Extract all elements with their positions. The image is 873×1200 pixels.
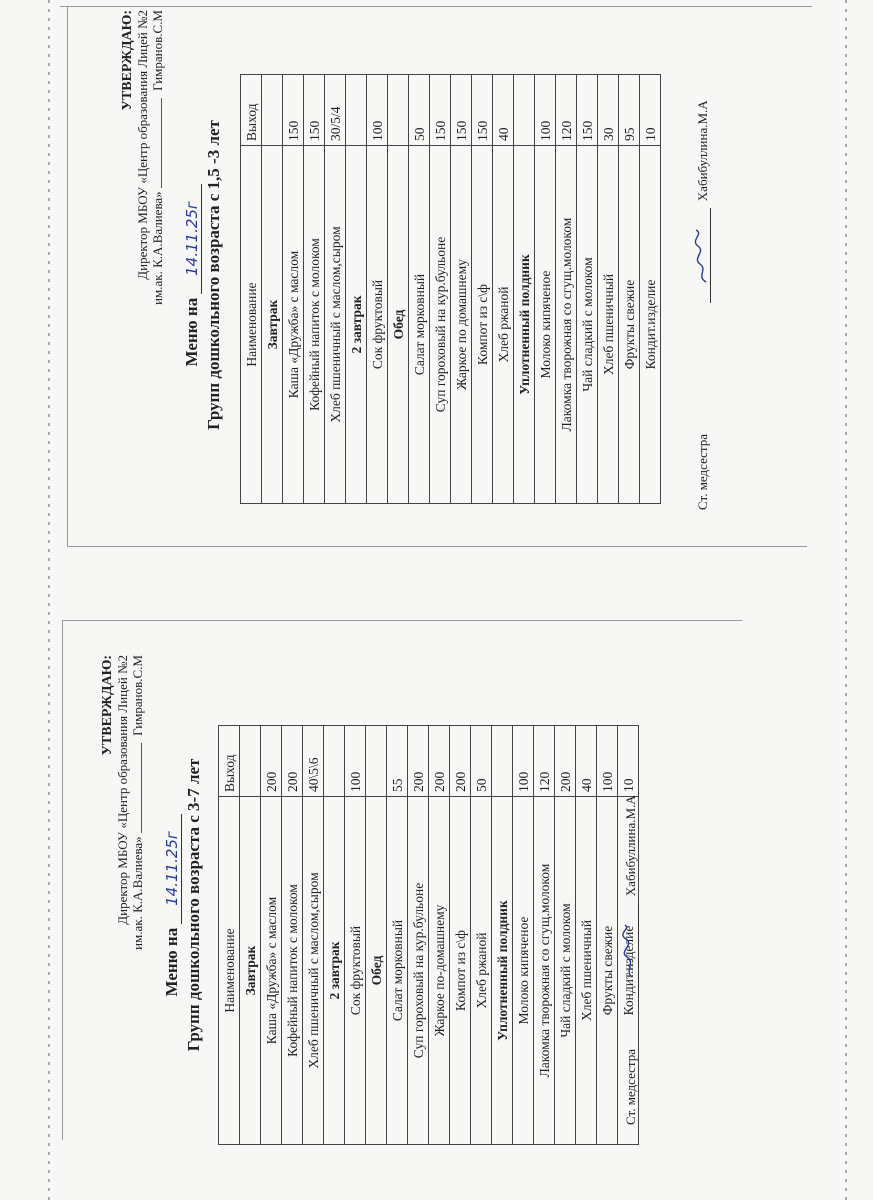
table-row bbox=[535, 75, 556, 504]
sheet-top-frame-left bbox=[67, 6, 68, 546]
dish-yield bbox=[240, 726, 261, 797]
dish-name: Суп гороховый на кур.бульоне bbox=[408, 797, 429, 1145]
table-row bbox=[282, 726, 303, 1145]
dish-name: Завтрак bbox=[262, 146, 283, 504]
dish-name: Обед bbox=[366, 797, 387, 1145]
table-row bbox=[450, 726, 471, 1145]
group-title: Групп дошкольного возраста с 3-7 лет bbox=[184, 758, 203, 1052]
dish-name: Фрукты свежие bbox=[597, 797, 618, 1145]
dish-yield: 100 bbox=[535, 75, 556, 146]
dish-yield: 200 bbox=[408, 726, 429, 797]
approval-line-1: Директор МБОУ «Центр образования Лицей №2 bbox=[135, 10, 150, 280]
table-row bbox=[556, 75, 577, 504]
dish-yield: 150 bbox=[304, 75, 325, 146]
dish-name: Кондит.изделие bbox=[640, 146, 661, 504]
header-name: Наименование bbox=[219, 797, 240, 1145]
signature-block bbox=[622, 625, 639, 1125]
dish-yield bbox=[388, 75, 409, 146]
sheet-bottom-frame-top bbox=[62, 620, 742, 621]
table-row bbox=[513, 726, 534, 1145]
table-section-row bbox=[366, 726, 387, 1145]
dish-name: Сок фруктовый bbox=[367, 146, 388, 504]
dish-name: Жаркое по домашнему bbox=[451, 146, 472, 504]
dish-name: Молоко кипяченое bbox=[535, 146, 556, 504]
approval-block bbox=[120, 10, 165, 305]
dish-yield: 100 bbox=[367, 75, 388, 146]
table-section-row bbox=[346, 75, 367, 504]
dish-yield: 150 bbox=[472, 75, 493, 146]
dish-name: Суп гороховый на кур.бульоне bbox=[430, 146, 451, 504]
dish-yield: 200 bbox=[282, 726, 303, 797]
table-row bbox=[598, 75, 619, 504]
dish-name: Хлеб пшеничный bbox=[598, 146, 619, 504]
dish-name: 2 завтрак bbox=[324, 797, 345, 1145]
dish-name: Лакомка творожная со сгущ.молоком bbox=[556, 146, 577, 504]
dish-yield: 50 bbox=[409, 75, 430, 146]
menu-sheet-toddler bbox=[120, 10, 760, 540]
dish-yield bbox=[366, 726, 387, 797]
table-row bbox=[261, 726, 282, 1145]
dish-name: Каша «Дружба» с маслом bbox=[283, 146, 304, 504]
menu-label: Меню на bbox=[162, 927, 181, 997]
dish-yield: 40 bbox=[493, 75, 514, 146]
table-row bbox=[345, 726, 366, 1145]
dish-yield: 100 bbox=[513, 726, 534, 797]
dish-name: Хлеб пшеничный с маслом,сыром bbox=[303, 797, 324, 1145]
table-header-row bbox=[241, 75, 262, 504]
dish-yield: 200 bbox=[555, 726, 576, 797]
scan-edge-right bbox=[845, 0, 847, 1200]
scan-edge-left bbox=[48, 0, 50, 1200]
table-row bbox=[597, 726, 618, 1145]
dish-name: Хлеб ржаной bbox=[493, 146, 514, 504]
dish-name: Фрукты свежие bbox=[619, 146, 640, 504]
approval-head: УТВЕРЖДАЮ: bbox=[120, 10, 135, 111]
dish-name: Салат морковный bbox=[409, 146, 430, 504]
dish-name: Уплотненный полдник bbox=[514, 146, 535, 504]
table-section-row bbox=[240, 726, 261, 1145]
signature-name: Хабибуллина.М.А bbox=[623, 795, 638, 897]
table-row bbox=[534, 726, 555, 1145]
table-row bbox=[619, 75, 640, 504]
table-row bbox=[367, 75, 388, 504]
dish-yield: 120 bbox=[556, 75, 577, 146]
dish-name: Чай сладкий с молоком bbox=[577, 146, 598, 504]
dish-name: 2 завтрак bbox=[346, 146, 367, 504]
menu-table bbox=[218, 725, 639, 1145]
table-row bbox=[304, 75, 325, 504]
menu-title bbox=[162, 655, 182, 1155]
dish-yield: 150 bbox=[430, 75, 451, 146]
menu-title bbox=[182, 10, 202, 540]
approval-line-2 bbox=[150, 10, 165, 305]
table-row bbox=[408, 726, 429, 1145]
dish-yield: 150 bbox=[451, 75, 472, 146]
signature-name: Хабибуллина.М.А bbox=[695, 100, 710, 202]
dish-name: Уплотненный полдник bbox=[492, 797, 513, 1145]
header-yield: Выход bbox=[241, 75, 262, 146]
signature-mark bbox=[694, 208, 711, 303]
dish-name: Хлеб пшеничный с маслом,сыром bbox=[325, 146, 346, 504]
table-row bbox=[640, 75, 661, 504]
table-header-row bbox=[219, 726, 240, 1145]
dish-yield bbox=[346, 75, 367, 146]
table-section-row bbox=[324, 726, 345, 1145]
table-row bbox=[493, 75, 514, 504]
header-name: Наименование bbox=[241, 146, 262, 504]
dish-name: Обед bbox=[388, 146, 409, 504]
table-section-row bbox=[262, 75, 283, 504]
dish-yield: 40 bbox=[576, 726, 597, 797]
dish-yield: 200 bbox=[450, 726, 471, 797]
dish-yield: 150 bbox=[283, 75, 304, 146]
approval-block bbox=[100, 655, 145, 950]
signature-block bbox=[694, 0, 711, 510]
dish-yield bbox=[492, 726, 513, 797]
dish-yield: 30 bbox=[598, 75, 619, 146]
signature-role: Ст. медсестра bbox=[623, 1048, 638, 1125]
dish-yield: 95 bbox=[619, 75, 640, 146]
menu-table bbox=[240, 74, 661, 504]
title-block bbox=[162, 655, 204, 1155]
dish-yield: 50 bbox=[471, 726, 492, 797]
table-row bbox=[555, 726, 576, 1145]
dish-name: Лакомка творожная со сгущ.молоком bbox=[534, 797, 555, 1145]
table-row bbox=[325, 75, 346, 504]
dish-yield: 100 bbox=[597, 726, 618, 797]
table-row bbox=[283, 75, 304, 504]
dish-name: Жаркое по-домашнему bbox=[429, 797, 450, 1145]
menu-date-handwritten: 14.11.25г bbox=[163, 814, 182, 924]
table-row bbox=[472, 75, 493, 504]
table-row bbox=[471, 726, 492, 1145]
approval-director-name: Гимранов.С.М bbox=[130, 655, 145, 736]
dish-name: Завтрак bbox=[240, 797, 261, 1145]
dish-yield: 150 bbox=[577, 75, 598, 146]
dish-yield: 120 bbox=[534, 726, 555, 797]
dish-name: Чай сладкий с молоком bbox=[555, 797, 576, 1145]
approval-line-1: Директор МБОУ «Центр образования Лицей №2 bbox=[115, 655, 130, 925]
dish-name: Хлеб пшеничный bbox=[576, 797, 597, 1145]
sheet-bottom-frame-left bbox=[62, 620, 63, 1140]
menu-sheet-preschool bbox=[100, 655, 680, 1155]
signature-role: Ст. медсестра bbox=[695, 433, 710, 510]
dish-name: Компот из с\ф bbox=[472, 146, 493, 504]
approval-head: УТВЕРЖДАЮ: bbox=[100, 655, 115, 756]
table-row bbox=[577, 75, 598, 504]
dish-yield: 200 bbox=[429, 726, 450, 797]
dish-name: Кондит.изделие bbox=[618, 797, 639, 1145]
dish-name: Каша «Дружба» с маслом bbox=[261, 797, 282, 1145]
approval-org-suffix: им.ак. К.А.Валиева» bbox=[130, 836, 145, 950]
menu-date-handwritten: 14.11.25г bbox=[183, 184, 202, 294]
table-row bbox=[303, 726, 324, 1145]
approval-org-suffix: им.ак. К.А.Валиева» bbox=[150, 191, 165, 305]
approval-line-2 bbox=[130, 655, 145, 950]
table-row bbox=[387, 726, 408, 1145]
dish-yield: 10 bbox=[640, 75, 661, 146]
dish-yield: 30/5/4 bbox=[325, 75, 346, 146]
header-yield: Выход bbox=[219, 726, 240, 797]
dish-name: Компот из с\ф bbox=[450, 797, 471, 1145]
group-title: Групп дошкольного возраста с 1,5 -3 лет bbox=[204, 120, 223, 430]
dish-yield bbox=[514, 75, 535, 146]
table-section-row bbox=[388, 75, 409, 504]
dish-yield bbox=[324, 726, 345, 797]
dish-name: Молоко кипяченое bbox=[513, 797, 534, 1145]
approval-signature-line bbox=[151, 98, 162, 188]
sheet-top-frame-bottom bbox=[67, 546, 807, 547]
table-section-row bbox=[514, 75, 535, 504]
dish-name: Салат морковный bbox=[387, 797, 408, 1145]
dish-yield: 100 bbox=[345, 726, 366, 797]
table-row bbox=[409, 75, 430, 504]
title-block bbox=[182, 10, 224, 540]
dish-name: Кофейный напиток с молоком bbox=[304, 146, 325, 504]
dish-yield: 55 bbox=[387, 726, 408, 797]
table-section-row bbox=[492, 726, 513, 1145]
menu-label: Меню на bbox=[182, 297, 201, 367]
approval-signature-line bbox=[131, 743, 142, 833]
dish-yield: 40\5\6 bbox=[303, 726, 324, 797]
dish-yield bbox=[262, 75, 283, 146]
dish-name: Кофейный напиток с молоком bbox=[282, 797, 303, 1145]
dish-name: Сок фруктовый bbox=[345, 797, 366, 1145]
table-row bbox=[430, 75, 451, 504]
approval-director-name: Гимранов.С.М bbox=[150, 10, 165, 91]
dish-yield: 10 bbox=[618, 726, 639, 797]
dish-name: Хлеб ржаной bbox=[471, 797, 492, 1145]
table-row bbox=[451, 75, 472, 504]
signature-mark bbox=[622, 903, 639, 998]
table-row bbox=[576, 726, 597, 1145]
table-row bbox=[429, 726, 450, 1145]
dish-yield: 200 bbox=[261, 726, 282, 797]
